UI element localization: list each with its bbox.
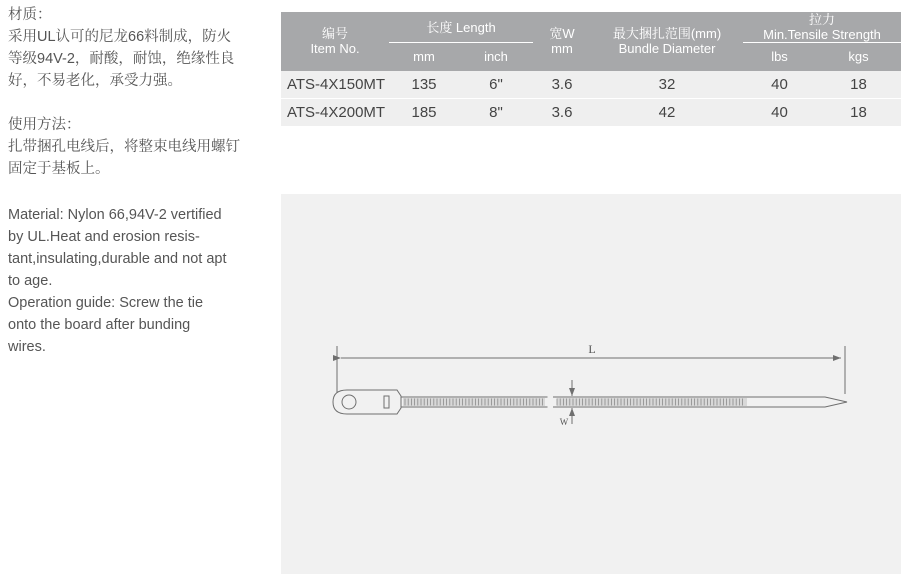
table-row xyxy=(281,71,901,99)
en-material-line: tant,insulating,durable and not apt xyxy=(8,251,227,267)
product-description xyxy=(8,4,248,358)
material-line: 采用UL认可的尼龙66料制成，防火 xyxy=(8,29,232,45)
header-bundle-cn: 最大捆扎范围(mm) xyxy=(612,26,722,42)
cell-bundle: 42 xyxy=(591,98,743,126)
en-operation-line: Operation guide: Screw the tie xyxy=(8,295,204,311)
cell-bundle: 32 xyxy=(591,71,743,99)
cable-tie-diagram xyxy=(281,194,901,574)
header-item xyxy=(281,12,389,71)
cable-tie-body xyxy=(333,390,847,414)
cell-mm: 185 xyxy=(389,98,459,126)
header-bundle xyxy=(591,12,743,71)
usage-heading: 使用方法： xyxy=(8,117,81,133)
usage-line: 扎带捆孔电线后，将整束电线用螺钉 xyxy=(8,139,240,155)
en-material-line: Material: Nylon 66,94V-2 vertified xyxy=(8,207,222,223)
en-material-line: to age. xyxy=(8,273,53,289)
en-operation-line: onto the board after bunding xyxy=(8,317,191,333)
cell-inch: 8" xyxy=(459,98,533,126)
header-item-en: Item No. xyxy=(310,41,360,57)
cell-item: ATS-4X150MT xyxy=(281,71,389,99)
cell-width: 3.6 xyxy=(533,98,591,126)
header-mm: mm xyxy=(389,43,459,71)
spec-table xyxy=(281,12,901,126)
material-line: 好，不易老化，承受力强。 xyxy=(8,73,182,89)
en-material-line: by UL.Heat and erosion resis- xyxy=(8,229,200,245)
header-tensile-en: Min.Tensile Strength xyxy=(763,27,881,42)
header-tensile xyxy=(743,12,901,43)
material-heading: 材质： xyxy=(8,7,52,23)
en-operation-line: wires. xyxy=(8,339,46,355)
cell-width: 3.6 xyxy=(533,71,591,99)
header-item-cn: 编号 xyxy=(321,26,348,42)
cell-lbs: 40 xyxy=(743,98,816,126)
cell-kgs: 18 xyxy=(816,98,901,126)
header-bundle-en: Bundle Diameter xyxy=(618,41,716,57)
header-width-top: 宽W xyxy=(549,26,575,42)
header-inch: inch xyxy=(459,43,533,71)
usage-line: 固定于基板上。 xyxy=(8,161,110,177)
cell-mm: 135 xyxy=(389,71,459,99)
header-length: 长度 Length xyxy=(389,12,533,43)
width-label: W xyxy=(559,417,569,427)
cell-inch: 6" xyxy=(459,71,533,99)
cell-kgs: 18 xyxy=(816,71,901,99)
cable-tie-drawing xyxy=(281,194,901,574)
length-label: L xyxy=(588,342,596,356)
header-width xyxy=(533,12,591,71)
header-lbs: lbs xyxy=(743,43,816,71)
header-tensile-cn: 拉力 xyxy=(808,12,835,27)
cell-item: ATS-4X200MT xyxy=(281,98,389,126)
header-width-unit: mm xyxy=(551,41,573,57)
header-kgs: kgs xyxy=(816,43,901,71)
material-line: 等级94V-2，耐酸，耐蚀，绝缘性良 xyxy=(8,51,235,67)
table-row xyxy=(281,98,901,126)
cell-lbs: 40 xyxy=(743,71,816,99)
